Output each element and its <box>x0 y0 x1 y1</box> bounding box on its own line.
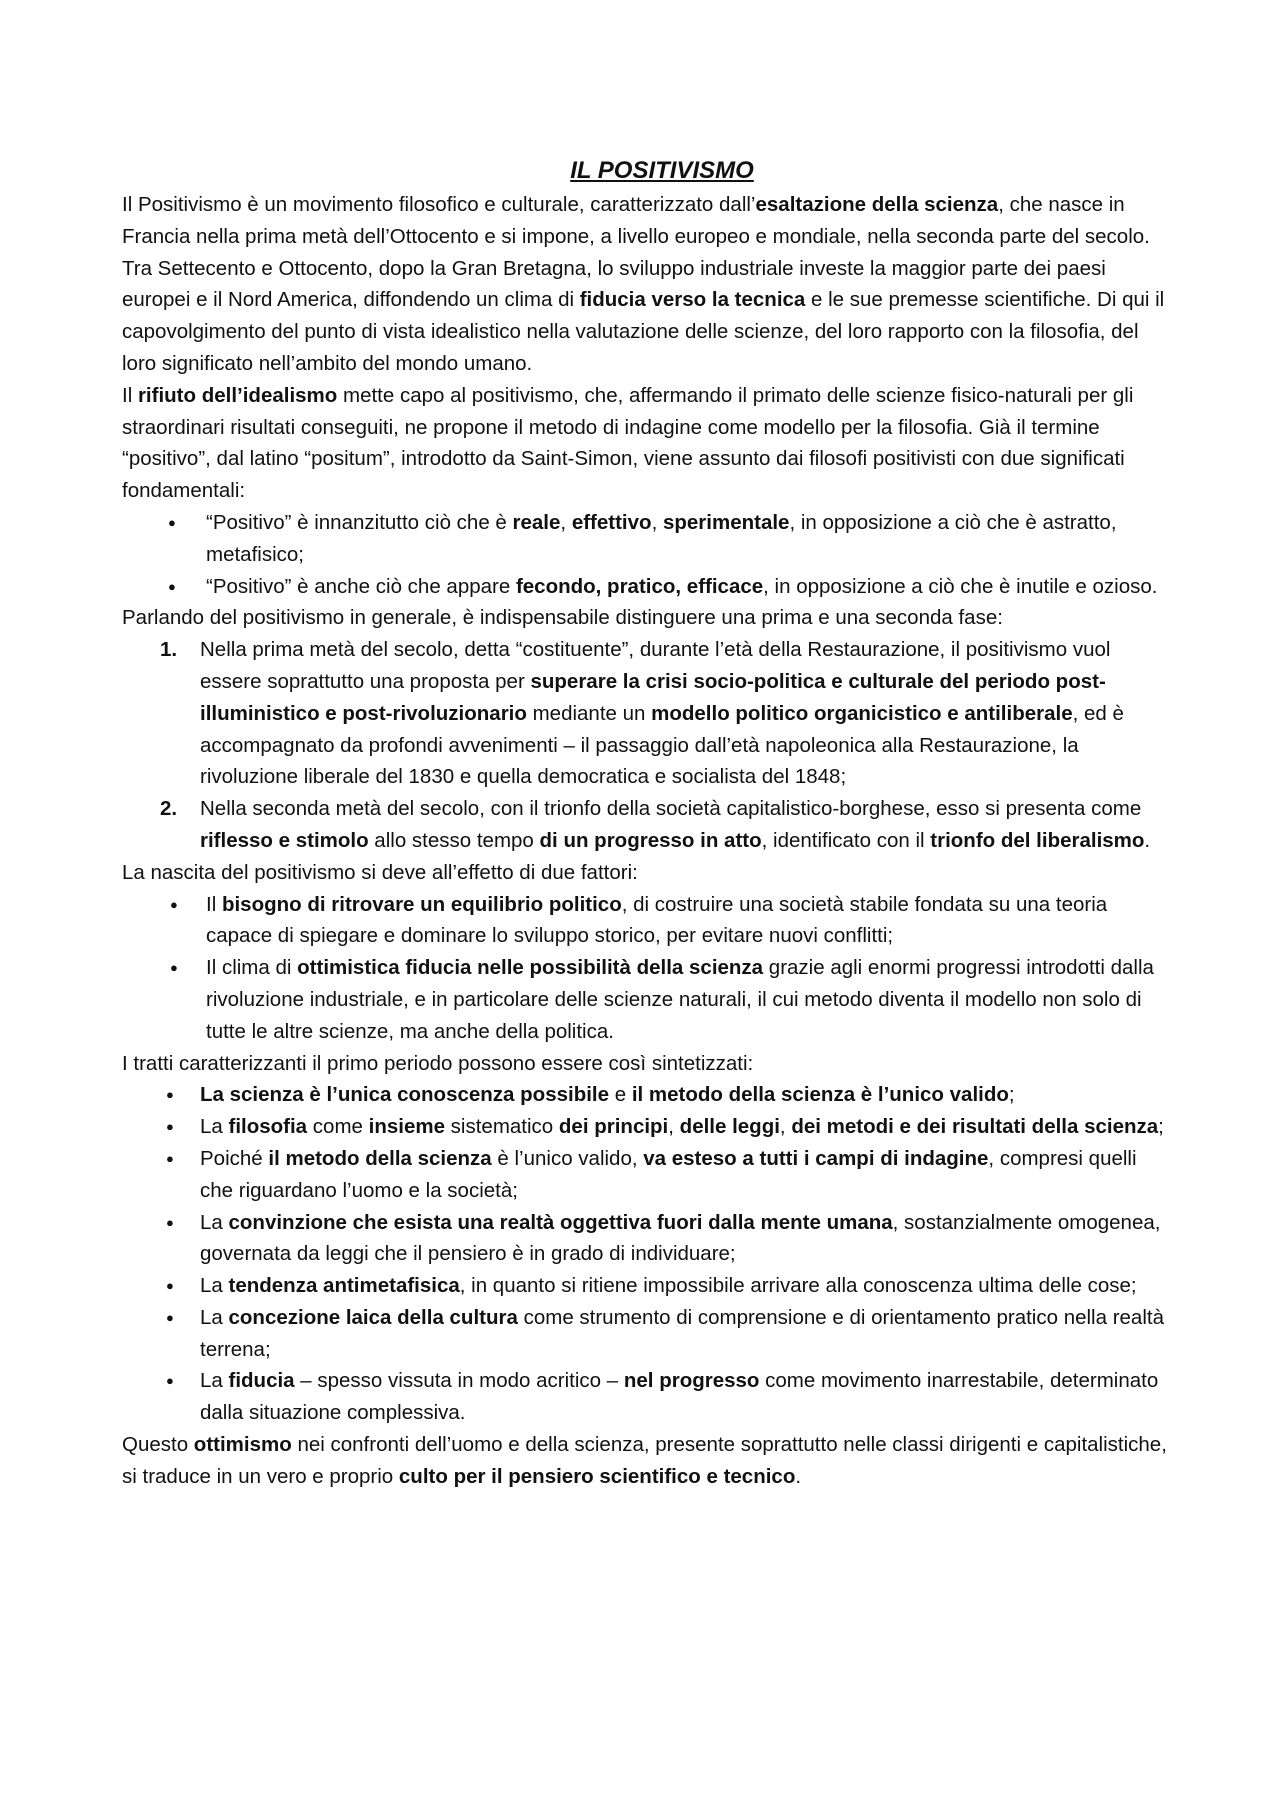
bold-text: dei metodi e dei risultati della scienza <box>791 1115 1159 1139</box>
text-run: Il Positivismo è un movimento filosofico e culturale, caratterizzato dall’ <box>122 193 756 216</box>
bold-text: rifiuto dell’idealismo <box>137 383 338 407</box>
page-title: IL POSITIVISMO <box>570 157 754 184</box>
text-run: allo stesso tempo <box>368 828 540 852</box>
list-item <box>122 1207 1172 1271</box>
bold-text: concezione laica della cultura <box>228 1305 518 1329</box>
text-run: ; <box>1158 1115 1164 1139</box>
bold-text: delle leggi <box>679 1115 780 1139</box>
bold-text: il metodo della scienza <box>268 1146 492 1170</box>
bold-text: convinzione che esista una realtà oggettiva fuori dalla mente umana <box>228 1210 893 1234</box>
text-run: La <box>200 1369 229 1393</box>
text-run: , ed è accompagnato da profondi avvenimenti – il passaggio dall’età napoleonica alla Restaurazione, la rivoluzione liberale del 1830 e quella democratica e socialista del 1848; <box>200 701 1124 789</box>
traits-paragraph <box>122 1048 1172 1080</box>
text-run: come strumento di comprensione e di orientamento pratico nella realtà terrena; <box>200 1305 1164 1361</box>
bold-text: fiducia <box>228 1369 295 1393</box>
text-run: Nella seconda metà del secolo, con il trionfo della società capitalistico-borghese, esso si presenta come <box>200 797 1142 821</box>
text-run: “Positivo” è anche ciò che appare <box>206 574 516 598</box>
traits-list <box>122 1079 1172 1429</box>
bold-text: va esteso a tutti i campi di indagine <box>643 1146 989 1170</box>
text-run: come movimento inarrestabile, determinato dalla situazione complessiva. <box>200 1369 1159 1425</box>
phase-text <box>200 638 1124 788</box>
bold-text: dei principi <box>558 1115 669 1139</box>
phase-number: 2. <box>160 797 178 821</box>
text-run: I tratti caratterizzanti il primo periodo possono essere così sintetizzati: <box>122 1051 754 1075</box>
factors-paragraph <box>122 857 1172 889</box>
text-run: come <box>307 1115 369 1139</box>
list-item <box>122 1143 1172 1207</box>
bold-text: La scienza è l’unica conoscenza possibile <box>200 1083 610 1107</box>
phase-text <box>200 797 1150 852</box>
factors-list <box>122 889 1172 1048</box>
text-run: Questo <box>122 1433 194 1457</box>
text-run: La <box>200 1210 229 1234</box>
text-run: , in quanto si ritiene impossibile arrivare alla conoscenza ultima delle cose; <box>459 1274 1137 1298</box>
text-run: grazie agli enormi progressi introdotti dalla rivoluzione industriale, e in particolare delle scienze naturali, il cui metodo diventa il modello non solo di tutte le altre scienze, ma anche della politica. <box>206 956 1154 1043</box>
bold-text: modello politico organicistico e antiliberale <box>651 701 1073 725</box>
bold-text: riflesso e stimolo <box>200 828 369 852</box>
closing-paragraph <box>122 1429 1172 1493</box>
text-run: mediante un <box>526 701 652 725</box>
phases-list <box>122 634 1172 857</box>
text-run: , <box>651 510 663 534</box>
text-run: nei confronti dell’uomo e della scienza, presente soprattutto nelle classi dirigenti e capitalistiche, si traduce in un vero e proprio <box>122 1433 1167 1488</box>
idealism-paragraph <box>122 380 1172 507</box>
text-run: , <box>779 1115 792 1139</box>
text-run: Il <box>122 383 138 407</box>
list-item <box>122 571 1172 603</box>
list-item <box>122 1111 1172 1143</box>
bold-text: filosofia <box>228 1115 308 1139</box>
text-run: La <box>200 1115 229 1139</box>
text-run: , che nasce in Francia nella prima metà dell’Ottocento e si impone, a livello europeo e mondiale, nella seconda parte del secolo. Tra Settecento e Ottocento, dopo la Gran Bretagna, lo sviluppo industriale investe la maggior parte dei paesi europei e il Nord America, diffondendo un clima di <box>122 193 1150 312</box>
bold-text: di un progresso in atto <box>539 828 762 852</box>
list-item <box>122 507 1172 571</box>
document-page <box>122 153 1172 1493</box>
bold-text: fecondo, pratico, efficace <box>515 574 764 598</box>
bold-text: superare la crisi socio-politica e culturale del periodo post-illuministico e post-rivoluzionario <box>200 669 1106 725</box>
text-run: , identificato con il <box>761 828 931 852</box>
text-run: La nascita del positivismo si deve all’effetto di due fattori: <box>122 860 638 884</box>
bold-text: bisogno di ritrovare un equilibrio politico <box>221 892 622 916</box>
text-run: La <box>200 1305 229 1329</box>
text-run: La <box>200 1274 229 1298</box>
bold-text: fiducia verso la tecnica <box>579 288 806 312</box>
bold-text: il metodo della scienza è l’unico valido <box>631 1083 1009 1107</box>
text-run: , in opposizione a ciò che è inutile e ozioso. <box>763 574 1158 598</box>
bold-text: sperimentale <box>662 510 790 534</box>
text-run: Nella prima metà del secolo, detta “costituente”, durante l’età della Restaurazione, il positivismo vuol essere soprattutto una proposta per <box>200 638 1111 693</box>
bold-text: ottimistica fiducia nelle possibilità della scienza <box>297 956 764 980</box>
bold-text: tendenza antimetafisica <box>228 1274 460 1298</box>
intro-paragraph <box>122 189 1172 380</box>
text-run: , sostanzialmente omogenea, governata da leggi che il pensiero è in grado di individuare; <box>200 1210 1161 1266</box>
bold-text: esaltazione della scienza <box>755 193 999 216</box>
phase-item-2 <box>122 793 1172 857</box>
text-run: . <box>795 1464 802 1488</box>
text-run: “Positivo” è innanzitutto ciò che è <box>206 510 513 534</box>
bold-text: nel progresso <box>623 1369 760 1393</box>
list-item <box>122 889 1172 953</box>
text-run: , <box>668 1115 680 1139</box>
list-item <box>122 952 1172 1047</box>
text-run: – spesso vissuta in modo acritico – <box>294 1369 624 1393</box>
text-run: ; <box>1008 1083 1015 1107</box>
list-item <box>122 1365 1172 1429</box>
text-run: . <box>1144 828 1151 852</box>
list-item <box>122 1270 1172 1302</box>
text-run: e le sue premesse scientifiche. Di qui il capovolgimento del punto di vista idealistico nella valutazione delle scienze, del loro rapporto con la filosofia, del loro significato nell’ambito del mondo umano. <box>122 288 1165 375</box>
text-run: , di costruire una società stabile fondata su una teoria capace di spiegare e dominare lo sviluppo storico, per evitare nuovi conflitti; <box>206 892 1108 948</box>
text-run: Parlando del positivismo in generale, è indispensabile distinguere una prima e una seconda fase: <box>122 606 1003 630</box>
text-run: , in opposizione a ciò che è astratto, metafisico; <box>206 510 1117 566</box>
text-run: , compresi quelli che riguardano l’uomo e la società; <box>200 1146 1137 1202</box>
bold-text: culto per il pensiero scientifico e tecnico <box>398 1464 796 1488</box>
bold-text: insieme <box>368 1115 445 1139</box>
text-run: è l’unico valido, <box>491 1146 644 1170</box>
bold-text: effettivo <box>571 510 652 534</box>
text-run: Il <box>206 892 222 916</box>
bold-text: trionfo del liberalismo <box>930 828 1145 852</box>
text-run: e <box>609 1083 632 1107</box>
bold-text: ottimismo <box>193 1433 292 1457</box>
text-run: Il clima di <box>206 956 298 980</box>
phase-number: 1. <box>160 638 178 662</box>
list-item <box>122 1302 1172 1366</box>
text-run: Poiché <box>200 1146 269 1170</box>
phases-paragraph <box>122 602 1172 634</box>
positive-meanings-list <box>122 507 1172 602</box>
text-run: sistematico <box>444 1115 559 1139</box>
text-run: , <box>560 510 572 534</box>
list-item <box>122 1079 1172 1111</box>
bold-text: reale <box>512 510 561 534</box>
text-run: mette capo al positivismo, che, affermando il primato delle scienze fisico-naturali per gli straordinari risultati conseguiti, ne propone il metodo di indagine come modello per la filosofia. Già il termine “positivo”, dal latino “positum”, introdotto da Saint-Simon, viene assunto dai filosofi positivisti con due significati fondamentali: <box>122 383 1134 503</box>
phase-item-1 <box>122 634 1172 793</box>
